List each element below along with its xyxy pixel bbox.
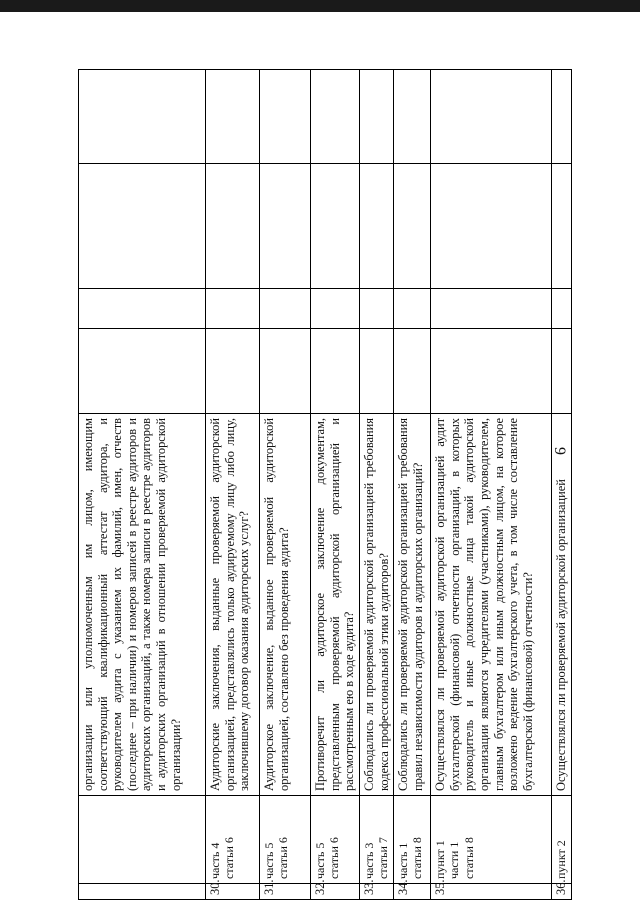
legal-basis-line: статьи 8 bbox=[410, 837, 425, 879]
legal-basis bbox=[79, 796, 206, 884]
legal-basis-line: часть 5 bbox=[313, 842, 327, 879]
answer-na-cell[interactable] bbox=[311, 164, 360, 289]
legal-basis-line: пункт 2 bbox=[554, 840, 569, 879]
note-cell[interactable] bbox=[311, 70, 360, 164]
question-text: Аудиторское заключение, выданное проверяемой аудиторской организацией, составлено без проведения аудита? bbox=[260, 414, 311, 796]
answer-no-cell[interactable] bbox=[311, 289, 360, 329]
row-number: 36. bbox=[552, 884, 572, 900]
question-text: Осуществлялся ли проверяемой аудиторской организацией аудит бухгалтерской (финансовой) отчетности организаций, в которых руководитель и иные должностные лица такой аудиторской организации являются учредителями (участниками), руководителем, главным бухгалтером или иным должностным лицом, на которое возложено ведение бухгалтерского учета, в том числе составление бухгалтерской (финансовой) отчетности? bbox=[431, 414, 552, 796]
row-number bbox=[79, 884, 206, 900]
legal-basis-line: статьи 6 bbox=[327, 837, 342, 879]
answer-yes-cell[interactable] bbox=[260, 329, 311, 414]
legal-basis-line: статьи 6 bbox=[276, 837, 291, 879]
note-cell[interactable] bbox=[431, 70, 552, 164]
question-text: Соблюдались ли проверяемой аудиторской организацией требования правил независимости аудиторов и аудиторских организаций? bbox=[394, 414, 431, 796]
legal-basis-line: пункт 1 bbox=[433, 840, 448, 879]
note-cell[interactable] bbox=[360, 70, 394, 164]
legal-basis bbox=[206, 796, 260, 884]
legal-basis-line: статьи 8 bbox=[461, 837, 476, 879]
checklist-table bbox=[78, 69, 572, 900]
legal-basis bbox=[552, 796, 572, 884]
table-row bbox=[311, 70, 360, 900]
legal-basis bbox=[360, 796, 394, 884]
scan-top-edge bbox=[0, 0, 640, 12]
legal-basis bbox=[394, 796, 431, 884]
answer-na-cell[interactable] bbox=[79, 164, 206, 289]
question-text: Противоречит ли аудиторское заключение документам, представленным проверяемой аудиторской организацией и рассмотренным ею в ходе аудита? bbox=[311, 414, 360, 796]
question-text: Аудиторские заключения, выданные проверяемой аудиторской организацией, представлялись только аудируемому лицу либо лицу, заключившему договор оказания аудиторских услуг? bbox=[206, 414, 260, 796]
row-number: 30. bbox=[206, 884, 260, 900]
legal-basis-line: часть 4 bbox=[208, 842, 222, 879]
table-row bbox=[552, 70, 572, 900]
row-number: 35. bbox=[431, 884, 552, 900]
row-number: 34. bbox=[394, 884, 431, 900]
table-row bbox=[206, 70, 260, 900]
answer-yes-cell[interactable] bbox=[311, 329, 360, 414]
answer-yes-cell[interactable] bbox=[431, 329, 552, 414]
row-number: 32. bbox=[311, 884, 360, 900]
answer-no-cell[interactable] bbox=[206, 289, 260, 329]
legal-basis-line: часть 5 bbox=[262, 842, 276, 879]
answer-na-cell[interactable] bbox=[431, 164, 552, 289]
note-cell[interactable] bbox=[260, 70, 311, 164]
legal-basis-line: статьи 6 bbox=[222, 837, 237, 879]
legal-basis bbox=[260, 796, 311, 884]
table-row bbox=[431, 70, 552, 900]
answer-na-cell[interactable] bbox=[260, 164, 311, 289]
answer-na-cell[interactable] bbox=[360, 164, 394, 289]
note-cell[interactable] bbox=[552, 70, 572, 164]
answer-yes-cell[interactable] bbox=[206, 329, 260, 414]
table-row bbox=[260, 70, 311, 900]
question-text: Соблюдались ли проверяемой аудиторской организацией требования кодекса профессиональной этики аудиторов? bbox=[360, 414, 394, 796]
row-number: 33. bbox=[360, 884, 394, 900]
answer-na-cell[interactable] bbox=[394, 164, 431, 289]
answer-yes-cell[interactable] bbox=[79, 329, 206, 414]
answer-no-cell[interactable] bbox=[431, 289, 552, 329]
answer-no-cell[interactable] bbox=[79, 289, 206, 329]
note-cell[interactable] bbox=[394, 70, 431, 164]
row-number: 31. bbox=[260, 884, 311, 900]
table-row bbox=[394, 70, 431, 900]
note-cell[interactable] bbox=[79, 70, 206, 164]
answer-yes-cell[interactable] bbox=[552, 329, 572, 414]
legal-basis-line: части 1 bbox=[447, 841, 462, 879]
answer-na-cell[interactable] bbox=[206, 164, 260, 289]
answer-no-cell[interactable] bbox=[260, 289, 311, 329]
answer-no-cell[interactable] bbox=[394, 289, 431, 329]
answer-no-cell[interactable] bbox=[552, 289, 572, 329]
legal-basis bbox=[431, 796, 552, 884]
table-row bbox=[79, 70, 206, 900]
legal-basis bbox=[311, 796, 360, 884]
answer-na-cell[interactable] bbox=[552, 164, 572, 289]
legal-basis-line: статьи 7 bbox=[376, 837, 391, 879]
checklist-table-rotated bbox=[78, 70, 569, 900]
answer-yes-cell[interactable] bbox=[360, 329, 394, 414]
legal-basis-line: часть 3 bbox=[362, 842, 376, 879]
question-text: организации или уполномоченным им лицом, имеющим соответствующий квалификационный аттестат аудитора, и руководителем аудита с указанием их фамилий, имен, отчеств (последнее – при наличии) и номеров записей в реестре аудиторов и аудиторских организаций, а также номера записи в реестре аудиторов и аудиторских организаций в отношении проверяемой аудиторской организации? bbox=[79, 414, 206, 796]
legal-basis-line: часть 1 bbox=[396, 842, 411, 879]
answer-yes-cell[interactable] bbox=[394, 329, 431, 414]
question-text: Осуществлялся ли проверяемой аудиторской организацией bbox=[552, 414, 572, 796]
answer-no-cell[interactable] bbox=[360, 289, 394, 329]
table-row bbox=[360, 70, 394, 900]
note-cell[interactable] bbox=[206, 70, 260, 164]
page-number: 9 bbox=[551, 447, 568, 455]
